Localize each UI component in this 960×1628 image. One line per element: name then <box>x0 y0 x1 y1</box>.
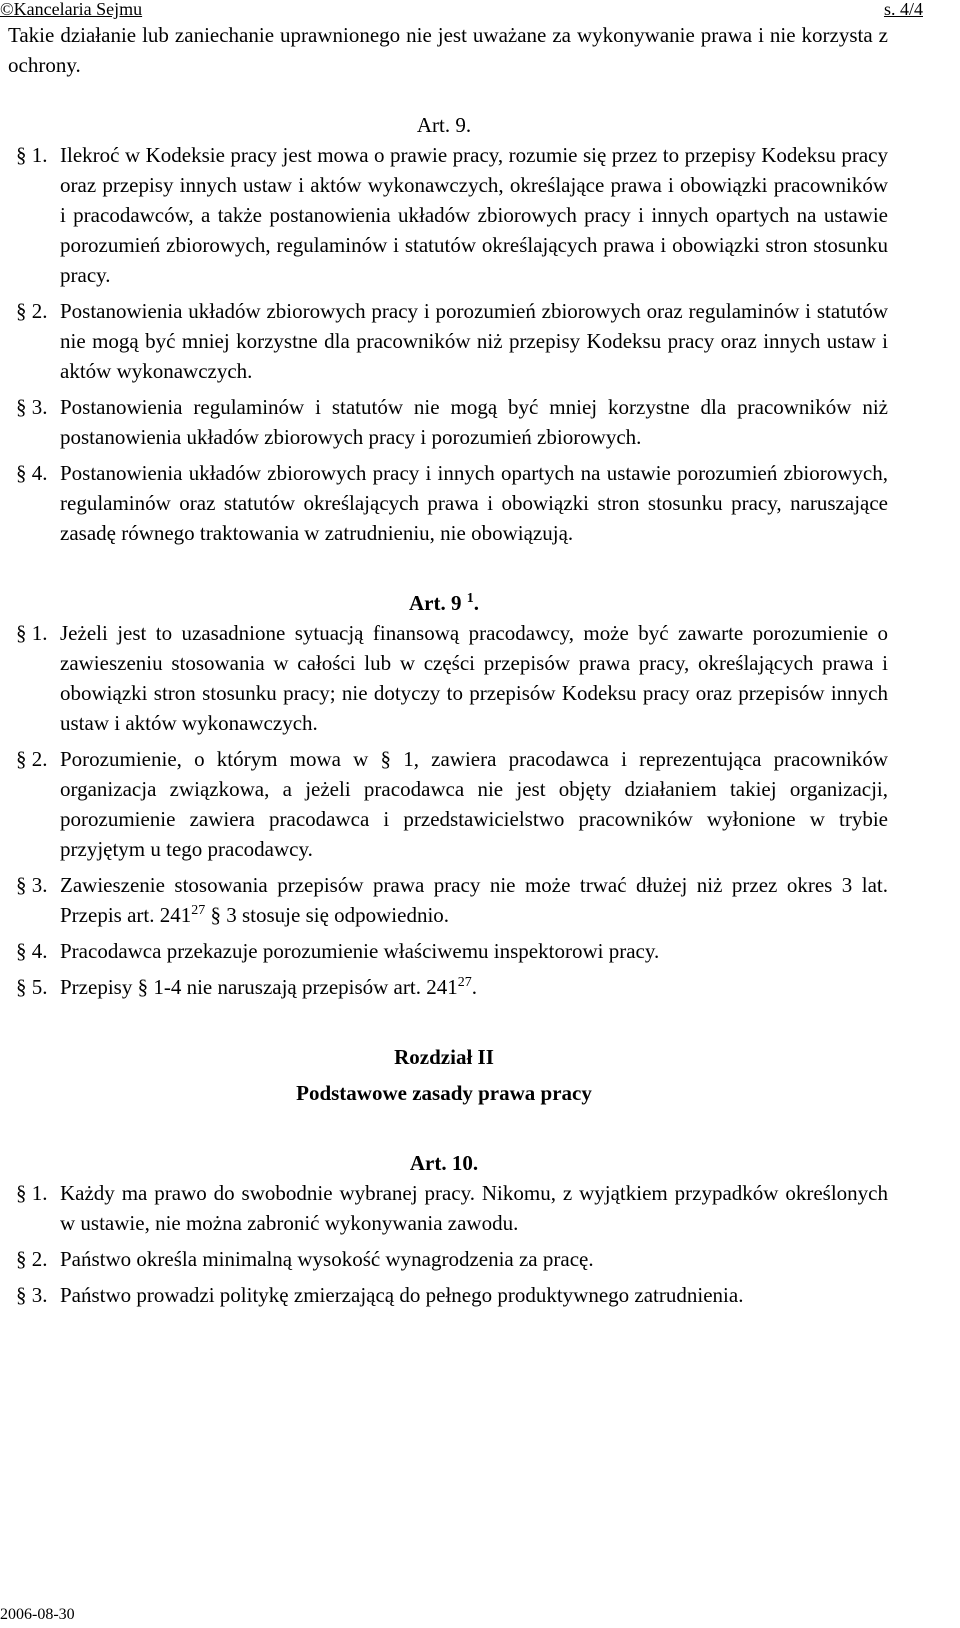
para-label: § 2. <box>16 299 48 323</box>
para-text: Postanowienia układów zbiorowych pracy i innych opartych na ustawie porozumień zbiorowych, regulaminów oraz statutów określających prawa i obowiązki stron stosunku pracy, naruszające zasadę równego traktowania w zatrudnieniu, nie obowiązują. <box>60 461 888 545</box>
para-label: § 4. <box>16 461 48 485</box>
para-label: § 1. <box>16 1181 48 1205</box>
para-label: § 1. <box>16 143 48 167</box>
art9-para-1 <box>0 140 888 290</box>
art91-para-3 <box>0 870 888 930</box>
para-text: Jeżeli jest to uzasadnione sytuacją finansową pracodawcy, może być zawarte porozumienie o zawieszeniu stosowania w całości lub w części przepisów prawa pracy, określających prawa i obowiązki stron stosunku pracy; nie dotyczy to przepisów Kodeksu pracy oraz przepisów innych ustaw i aktów wykonawczych. <box>60 621 888 735</box>
para-label: § 2. <box>16 1247 48 1271</box>
para-text: Każdy ma prawo do swobodnie wybranej pracy. Nikomu, z wyjątkiem przypadków określonych w ustawie, nie można zabronić wykonywania zawodu. <box>60 1181 888 1235</box>
chapter-title: Podstawowe zasady prawa pracy <box>296 1081 592 1105</box>
article-superscript: 1 <box>466 591 474 606</box>
article-title: Art. 9 <box>409 591 462 615</box>
art10-para-3 <box>0 1280 888 1310</box>
para-text: Państwo określa minimalną wysokość wynagrodzenia za pracę. <box>60 1247 594 1271</box>
art91-para-2 <box>0 744 888 864</box>
art91-para-5 <box>0 972 888 1002</box>
intro-paragraph: Takie działanie lub zaniechanie uprawnionego nie jest uważane za wykonywanie prawa i nie korzysta z ochrony. <box>8 23 888 77</box>
para-text <box>60 972 888 1002</box>
para-label: § 4. <box>16 939 48 963</box>
document-body <box>0 20 888 1310</box>
para-text-a: Przepisy § 1-4 nie naruszają przepisów art. 241 <box>60 975 458 999</box>
article-9-heading: Art. 9. <box>416 113 472 137</box>
art9-para-2 <box>0 296 888 386</box>
article-title-end: . <box>473 591 479 615</box>
superscript: 27 <box>191 903 206 918</box>
para-text-a: Zawieszenie stosowania przepisów prawa pracy nie może trwać dłużej niż przez okres 3 lat. Przepis art. 241 <box>60 873 888 927</box>
para-text: Ilekroć w Kodeksie pracy jest mowa o prawie pracy, rozumie się przez to przepisy Kodeksu pracy oraz przepisy innych ustaw i aktów wykonawczych, określające prawa i obowiązki pracowników i pracodawców, a także postanowienia układów zbiorowych pracy i innych opartych na ustawie porozumień zbiorowych, regulaminów i statutów określających prawa i obowiązki stron stosunku pracy. <box>60 143 888 287</box>
superscript: 27 <box>457 975 472 990</box>
art91-para-4 <box>0 936 888 966</box>
para-label: § 3. <box>16 1283 48 1307</box>
article-10-heading: Art. 10. <box>409 1151 479 1175</box>
art9-para-3 <box>0 392 888 452</box>
para-text <box>60 870 888 930</box>
para-label: § 2. <box>16 747 48 771</box>
art10-para-1 <box>0 1178 888 1238</box>
header-source: ©Kancelaria Sejmu <box>0 0 143 19</box>
art9-para-4 <box>0 458 888 548</box>
para-text-b: . <box>471 975 477 999</box>
para-text: Postanowienia układów zbiorowych pracy i porozumień zbiorowych oraz regulaminów i statutów nie mogą być mniej korzystne dla pracowników niż przepisy Kodeksu pracy oraz innych ustaw i aktów wykonawczych. <box>60 299 888 383</box>
chapter-number: Rozdział II <box>394 1045 494 1069</box>
para-text: Postanowienia regulaminów i statutów nie mogą być mniej korzystne dla pracowników niż postanowienia układów zbiorowych pracy i porozumień zbiorowych. <box>60 395 888 449</box>
page-number: s. 4/4 <box>883 0 923 19</box>
article-9-1-heading <box>0 588 888 618</box>
para-text: Pracodawca przekazuje porozumienie właściwemu inspektorowi pracy. <box>60 939 660 963</box>
para-label: § 3. <box>16 395 48 419</box>
para-text: Państwo prowadzi politykę zmierzającą do pełnego produktywnego zatrudnienia. <box>60 1283 744 1307</box>
para-label: § 3. <box>16 873 48 897</box>
para-text-b: § 3 stosuje się odpowiednio. <box>205 903 450 927</box>
footer-date: 2006-08-30 <box>0 1606 75 1623</box>
para-label: § 5. <box>16 975 48 999</box>
para-text: Porozumienie, o którym mowa w § 1, zawiera pracodawca i reprezentująca pracowników organizacja związkowa, a jeżeli pracodawca nie jest objęty działaniem takiej organizacji, porozumienie zawiera pracodawca i przedstawicielstwo pracowników wyłonione w trybie przyjętym u tego pracodawcy. <box>60 747 888 861</box>
para-label: § 1. <box>16 621 48 645</box>
art10-para-2 <box>0 1244 888 1274</box>
art91-para-1 <box>0 618 888 738</box>
